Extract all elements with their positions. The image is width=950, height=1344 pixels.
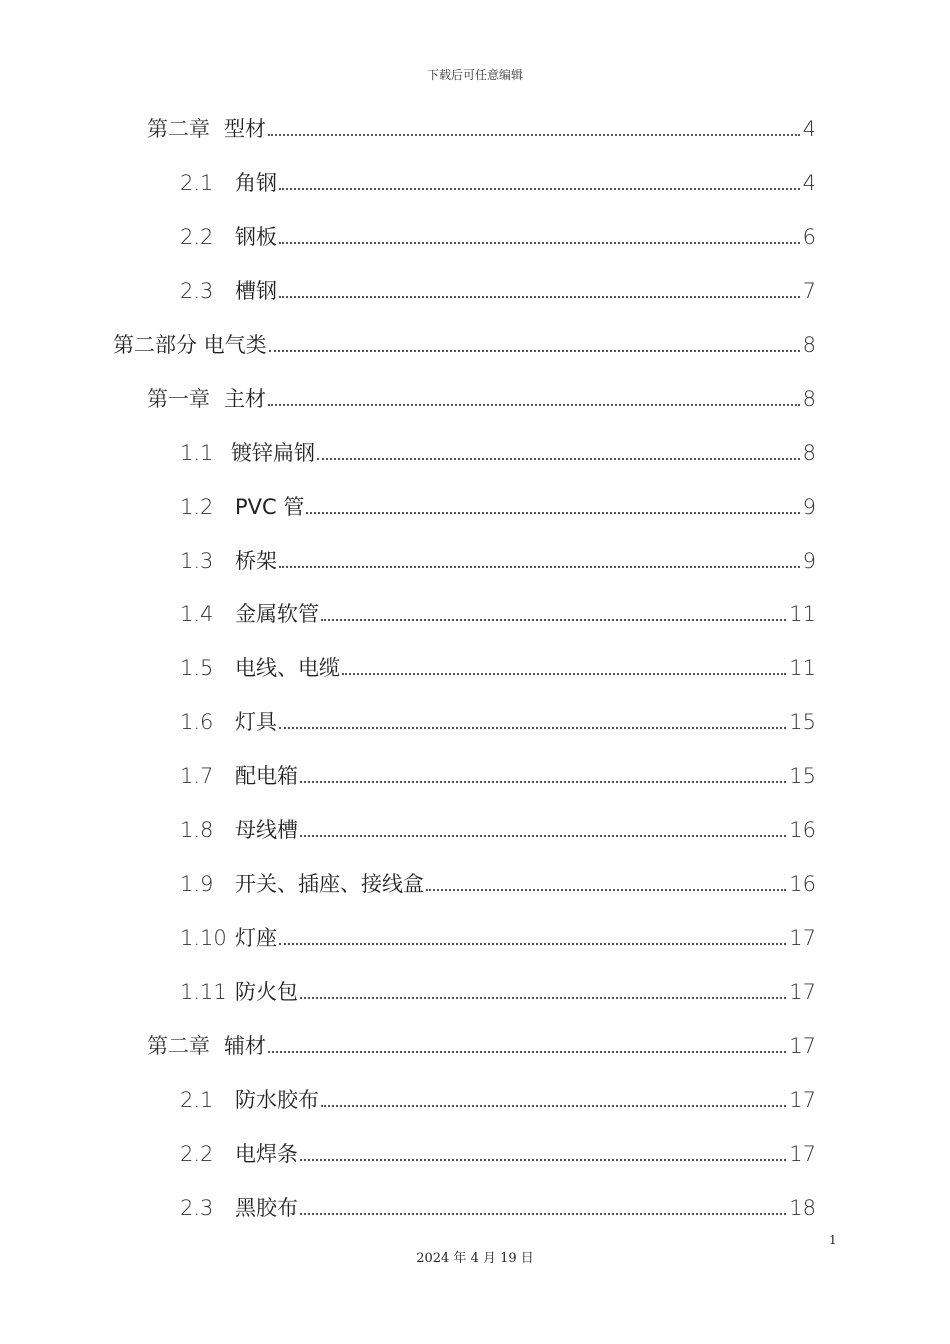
toc-entry-title: 防火包 <box>235 980 298 1004</box>
toc-entry-number: 1.9 <box>180 872 214 896</box>
toc-entry-page: 17 <box>789 1088 816 1112</box>
toc-entry[interactable] <box>180 274 816 304</box>
toc-dot-leader <box>317 458 800 460</box>
toc-dot-leader <box>279 188 800 190</box>
toc-dot-leader <box>279 566 800 568</box>
toc-entry-page: 15 <box>789 710 816 734</box>
toc-dot-leader <box>306 512 799 514</box>
toc-dot-leader <box>321 619 786 621</box>
toc-entry-number: 第二章 <box>147 1034 210 1058</box>
toc-entry-page: 9 <box>802 549 816 573</box>
toc-entry-page: 8 <box>802 333 816 357</box>
toc-entry[interactable] <box>180 490 816 520</box>
toc-entry-title: 第二部分 电气类 <box>113 333 267 357</box>
toc-entry[interactable] <box>180 166 816 196</box>
toc-entry-page: 16 <box>789 818 816 842</box>
toc-entry[interactable] <box>180 1191 816 1221</box>
toc-dot-leader <box>279 727 786 729</box>
toc-entry-title: 槽钢 <box>235 279 277 303</box>
toc-entry-number: 第一章 <box>147 387 210 411</box>
toc-dot-leader <box>300 1213 786 1215</box>
toc-dot-leader <box>300 1159 786 1161</box>
toc-entry-number: 1.1 <box>180 441 214 465</box>
header-note: 下载后可任意编辑 <box>426 68 523 82</box>
toc-entry-title: 防水胶布 <box>235 1088 319 1112</box>
toc-entry-title: 电焊条 <box>235 1142 298 1166</box>
toc-entry[interactable] <box>180 1137 816 1167</box>
toc-entry-number: 1.10 <box>180 926 227 950</box>
toc-entry-title: 灯具 <box>235 710 277 734</box>
toc-entry[interactable] <box>180 220 816 250</box>
toc-entry-page: 11 <box>789 656 816 680</box>
toc-dot-leader <box>426 889 786 891</box>
toc-entry[interactable] <box>147 112 816 142</box>
toc-dot-leader <box>268 404 800 406</box>
toc-dot-leader <box>279 242 800 244</box>
toc-entry-number: 2.3 <box>180 279 214 303</box>
toc-dot-leader <box>279 943 786 945</box>
toc-entry-number: 1.3 <box>180 549 214 573</box>
toc-entry-title: 镀锌扁钢 <box>231 441 315 465</box>
toc-entry-page: 17 <box>789 1142 816 1166</box>
toc-entry[interactable] <box>180 813 816 843</box>
toc-entry-title: 开关、插座、接线盒 <box>235 872 424 896</box>
toc-entry[interactable] <box>180 975 816 1005</box>
toc-entry-title: 主材 <box>224 387 266 411</box>
toc-entry-page: 8 <box>802 441 816 465</box>
toc-entry-number: 1.11 <box>180 980 227 1004</box>
toc-dot-leader <box>268 1051 786 1053</box>
toc-dot-leader <box>268 134 800 136</box>
toc-entry-page: 4 <box>802 117 816 141</box>
toc-entry[interactable] <box>180 436 816 466</box>
toc-entry[interactable] <box>180 705 816 735</box>
toc-entry-title: 型材 <box>224 117 266 141</box>
toc-entry-title: 电线、电缆 <box>235 656 340 680</box>
toc-entry-number: 第二章 <box>147 117 210 141</box>
toc-entry[interactable] <box>180 597 816 627</box>
toc-entry-title: 角钢 <box>235 171 277 195</box>
toc-entry-page: 4 <box>802 171 816 195</box>
toc-entry-page: 8 <box>802 387 816 411</box>
toc-entry-title: 灯座 <box>235 926 277 950</box>
toc-entry-number: 1.6 <box>180 710 214 734</box>
toc-entry-number: 1.5 <box>180 656 214 680</box>
toc-dot-leader <box>300 835 786 837</box>
footer-date: 2024 年 4 月 19 日 <box>416 1251 534 1266</box>
toc-entry-page: 6 <box>802 225 816 249</box>
toc-entry-number: 2.3 <box>180 1196 214 1220</box>
toc-entry[interactable] <box>180 1083 816 1113</box>
toc-entry-title: PVC 管 <box>235 495 305 519</box>
toc-dot-leader <box>300 997 786 999</box>
toc-entry-number: 2.2 <box>180 1142 214 1166</box>
toc-entry-number: 1.2 <box>180 495 214 519</box>
toc-entry-page: 17 <box>789 980 816 1004</box>
toc-entry[interactable] <box>147 1029 816 1059</box>
toc-entry[interactable] <box>180 544 816 574</box>
toc-entry[interactable] <box>180 921 816 951</box>
toc-entry-page: 11 <box>789 602 816 626</box>
toc-entry-number: 1.4 <box>180 602 214 626</box>
toc-entry[interactable] <box>180 651 816 681</box>
toc-entry-number: 2.2 <box>180 225 214 249</box>
toc-entry-page: 15 <box>789 764 816 788</box>
toc-entry-title: 金属软管 <box>235 602 319 626</box>
toc-dot-leader <box>269 350 800 352</box>
toc-entry[interactable] <box>147 382 816 412</box>
toc-dot-leader <box>279 296 800 298</box>
page-number: 1 <box>829 1233 837 1247</box>
toc-entry-title: 桥架 <box>235 549 277 573</box>
toc-dot-leader <box>342 673 786 675</box>
toc-entry-number: 2.1 <box>180 171 214 195</box>
toc-entry-page: 17 <box>789 926 816 950</box>
toc-entry-title: 母线槽 <box>235 818 298 842</box>
toc-entry-page: 9 <box>802 495 816 519</box>
toc-entry-title: 黑胶布 <box>235 1196 298 1220</box>
toc-entry[interactable] <box>180 867 816 897</box>
toc-entry-page: 17 <box>789 1034 816 1058</box>
toc-entry-page: 16 <box>789 872 816 896</box>
toc-entry-number: 2.1 <box>180 1088 214 1112</box>
toc-entry-title: 辅材 <box>224 1034 266 1058</box>
toc-entry-number: 1.7 <box>180 764 214 788</box>
toc-entry[interactable] <box>113 328 816 358</box>
toc-entry-page: 18 <box>789 1196 816 1220</box>
toc-entry-number: 1.8 <box>180 818 214 842</box>
toc-entry-page: 7 <box>802 279 816 303</box>
toc-dot-leader <box>300 781 786 783</box>
toc-entry[interactable] <box>180 759 816 789</box>
toc-entry-title: 钢板 <box>235 225 277 249</box>
toc-dot-leader <box>321 1105 786 1107</box>
toc-entry-title: 配电箱 <box>235 764 298 788</box>
